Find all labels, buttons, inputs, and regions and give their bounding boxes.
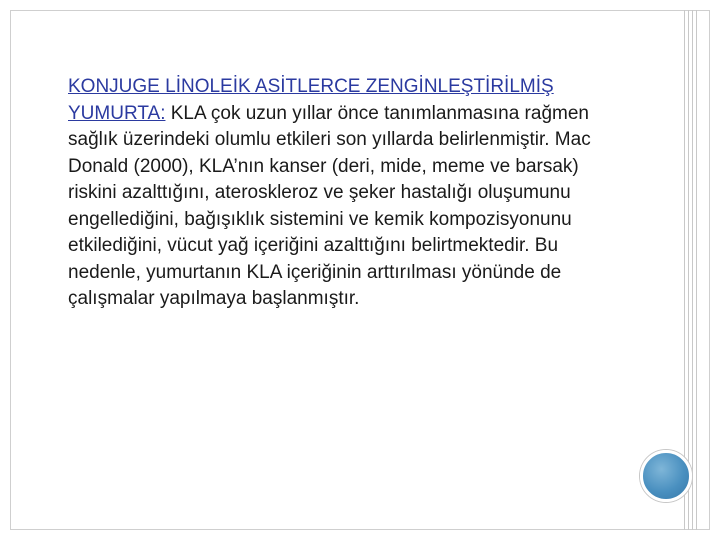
decorative-rail bbox=[692, 10, 693, 530]
decorative-circle bbox=[640, 450, 692, 502]
decorative-rail bbox=[684, 10, 685, 530]
decorative-rail bbox=[688, 10, 689, 530]
heading-link[interactable]: KONJUGE LİNOLEİK ASİTLERCE ZENGİNLEŞTİRİLMİŞ YUMURTA: bbox=[68, 76, 554, 124]
body-paragraph: KLA çok uzun yıllar önce tanımlanmasına rağmen sağlık üzerindeki olumlu etkileri son yıllarda belirlenmiştir. Mac Donald (2000), KLA’nın kanser (deri, mide, meme ve barsak) riskini azalttığını, ateroskleroz ve şeker hastalığı oluşumunu engellediğini, bağışıklık sistemini ve kemik kompozisyonunu etkilediğini, vücut yağ içeriğini azalttığını belirtmektedir. Bu nedenle, yumurtanın KLA içeriğinin arttırılması yönünde de çalışmalar yapılmaya başlanmıştır. bbox=[68, 102, 591, 309]
decorative-rail bbox=[696, 10, 697, 530]
slide-body-text bbox=[68, 74, 613, 313]
